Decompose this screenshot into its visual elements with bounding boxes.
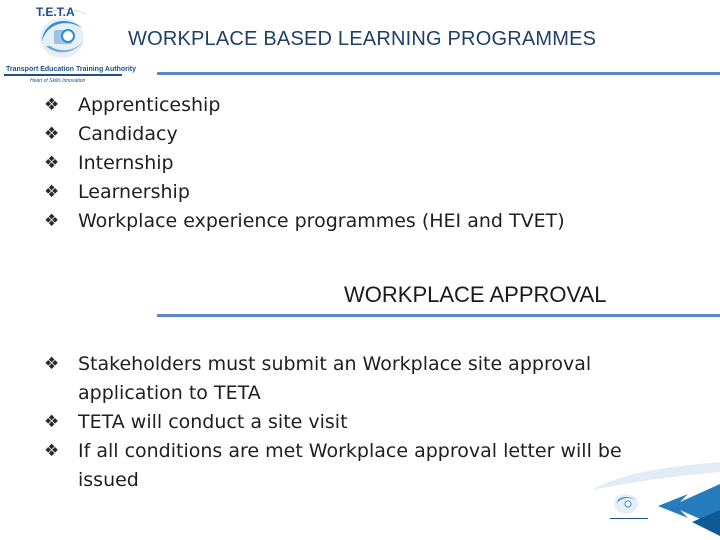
list-item (44, 437, 654, 495)
footer-arrow-logo-icon (592, 460, 720, 540)
list-item-label: Learnership (78, 181, 190, 203)
section2-title: WORKPLACE APPROVAL (344, 282, 607, 307)
list-item (44, 408, 654, 437)
section2-underline (157, 314, 720, 317)
list-item-label: If all conditions are met Workplace approval letter will be issued (78, 440, 622, 491)
list-item-label: Workplace experience programmes (HEI and TVET) (78, 210, 565, 232)
list-item (44, 178, 644, 207)
logo-tagline: Heart of Skills Innovation (30, 78, 86, 84)
list-item-label: Candidacy (78, 123, 178, 145)
approval-steps-list (44, 350, 654, 495)
teta-logo (4, 2, 137, 90)
teta-emblem-icon (32, 2, 96, 64)
diamond-bullet-icon: ❖ (44, 354, 60, 374)
list-item-label: TETA will conduct a site visit (78, 411, 348, 433)
section1-title: WORKPLACE BASED LEARNING PROGRAMMES (128, 28, 597, 50)
diamond-bullet-icon: ❖ (44, 95, 60, 115)
diamond-bullet-icon: ❖ (44, 412, 60, 432)
diamond-bullet-icon: ❖ (44, 153, 60, 173)
diamond-bullet-icon: ❖ (44, 211, 60, 231)
list-item-label: Stakeholders must submit an Workplace site approval application to TETA (78, 353, 592, 404)
list-item-label: Apprenticeship (78, 94, 221, 116)
list-item-label: Internship (78, 152, 174, 174)
list-item (44, 149, 644, 178)
list-item (44, 350, 654, 408)
logo-org-name: Transport Education Training Authority (6, 66, 137, 73)
diamond-bullet-icon: ❖ (44, 124, 60, 144)
logo-divider (4, 74, 122, 76)
list-item (44, 120, 644, 149)
diamond-bullet-icon: ❖ (44, 182, 60, 202)
list-item (44, 91, 644, 120)
diamond-bullet-icon: ❖ (44, 441, 60, 461)
logo-letters: T.E.T.A (36, 5, 75, 19)
section1-underline (157, 72, 720, 75)
programmes-list (44, 91, 644, 236)
list-item (44, 207, 644, 236)
